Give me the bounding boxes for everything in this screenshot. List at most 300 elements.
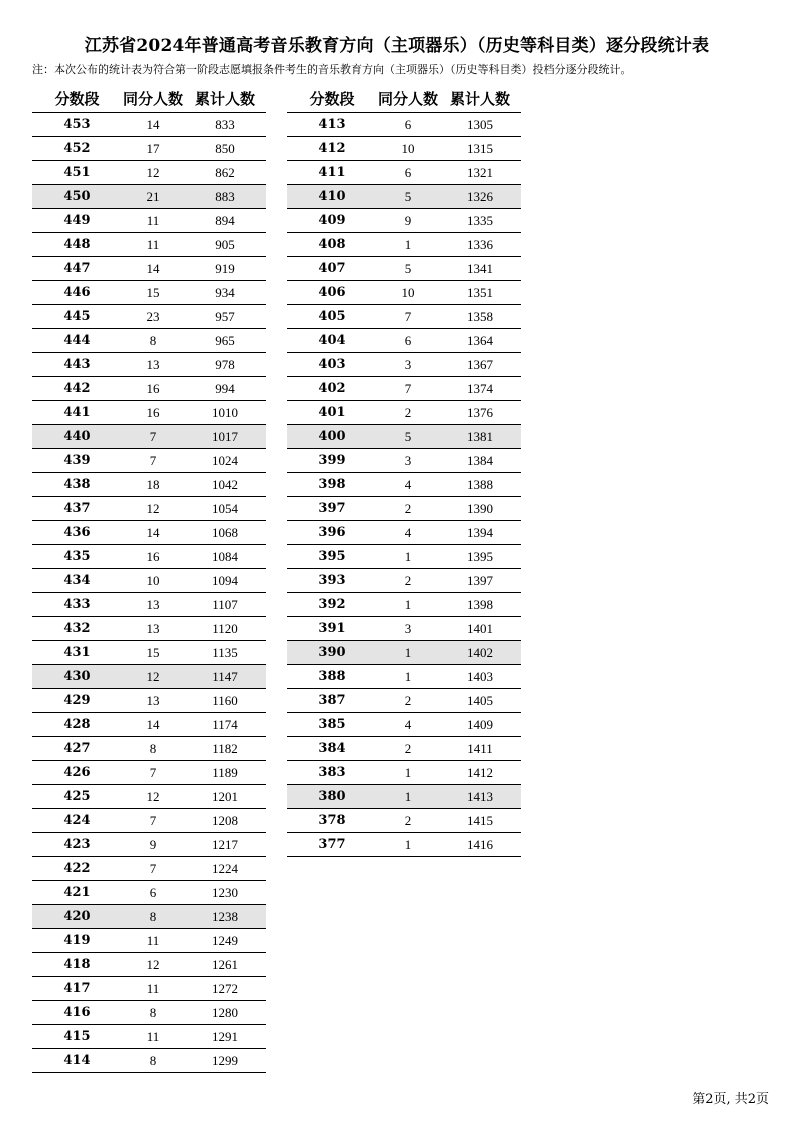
table-row [287, 136, 521, 160]
table-row [32, 640, 266, 664]
table-row [287, 760, 521, 784]
same-count-cell: 1 [404, 644, 412, 660]
cumulative-cell: 1010 [212, 404, 238, 420]
same-count-cell: 12 [146, 164, 160, 180]
cumulative-cell: 1230 [212, 884, 238, 900]
page-title: 江苏省2024年普通高考音乐教育方向（主项器乐）（历史等科目类）逐分段统计表 [84, 36, 710, 56]
table-row [32, 424, 266, 448]
cumulative-cell: 1189 [212, 764, 238, 780]
cumulative-cell: 1394 [467, 524, 493, 540]
cumulative-cell: 1395 [467, 548, 493, 564]
score-cell: 435 [63, 549, 91, 564]
table-row [287, 688, 521, 712]
page-number: 第2页, 共2页 [692, 1092, 769, 1107]
table-row [32, 208, 266, 232]
same-count-cell: 8 [149, 740, 157, 756]
same-count-cell: 2 [404, 740, 412, 756]
score-cell: 452 [63, 141, 91, 156]
same-count-cell: 14 [146, 260, 160, 276]
same-count-cell: 5 [404, 260, 412, 276]
score-cell: 447 [63, 261, 91, 276]
cumulative-cell: 1367 [467, 356, 493, 372]
table-row [287, 400, 521, 424]
same-count-cell: 13 [146, 356, 160, 372]
cumulative-cell: 1415 [467, 812, 493, 828]
cumulative-cell: 1291 [212, 1028, 238, 1044]
score-cell: 436 [63, 525, 91, 540]
cumulative-cell: 1412 [467, 764, 493, 780]
score-cell: 399 [318, 453, 346, 468]
same-count-cell: 7 [149, 452, 157, 468]
score-cell: 402 [318, 381, 346, 396]
score-cell: 387 [318, 693, 346, 708]
score-cell: 417 [63, 981, 91, 996]
score-cell: 407 [318, 261, 346, 276]
score-cell: 448 [63, 237, 91, 252]
same-count-cell: 1 [404, 764, 412, 780]
score-cell: 428 [63, 717, 91, 732]
table-row [287, 376, 521, 400]
score-cell: 404 [318, 333, 346, 348]
cumulative-cell: 1390 [467, 500, 493, 516]
score-cell: 421 [63, 885, 91, 900]
same-count-cell: 1 [404, 236, 412, 252]
same-count-cell: 8 [149, 1052, 157, 1068]
score-cell: 398 [318, 477, 346, 492]
cumulative-cell: 1358 [467, 308, 493, 324]
cumulative-cell: 883 [215, 188, 235, 204]
same-count-cell: 7 [404, 308, 412, 324]
cumulative-cell: 994 [215, 380, 235, 396]
score-cell: 403 [318, 357, 346, 372]
cumulative-cell: 1174 [212, 716, 238, 732]
table-body [287, 112, 521, 856]
cumulative-cell: 850 [215, 140, 235, 156]
score-cell: 437 [63, 501, 91, 516]
table-row [287, 544, 521, 568]
same-count-cell: 17 [146, 140, 160, 156]
header-score: 分数段 [309, 90, 355, 108]
table-row [287, 784, 521, 808]
cumulative-cell: 1042 [212, 476, 238, 492]
table-row [287, 304, 521, 328]
table-row [287, 328, 521, 352]
cumulative-cell: 1261 [212, 956, 238, 972]
cumulative-cell: 934 [215, 284, 235, 300]
cumulative-cell: 1409 [467, 716, 493, 732]
same-count-cell: 11 [146, 212, 160, 228]
same-count-cell: 7 [149, 428, 157, 444]
cumulative-cell: 1084 [212, 548, 238, 564]
cumulative-cell: 978 [215, 356, 235, 372]
same-count-cell: 1 [404, 668, 412, 684]
table-bottom-rule [287, 856, 521, 857]
table-row [287, 208, 521, 232]
table-row [287, 256, 521, 280]
table-row [32, 448, 266, 472]
table-row [32, 808, 266, 832]
same-count-cell: 1 [404, 548, 412, 564]
table-row [32, 904, 266, 928]
table-row [32, 112, 266, 136]
score-cell: 420 [63, 909, 91, 924]
same-count-cell: 7 [149, 764, 157, 780]
score-cell: 385 [318, 717, 346, 732]
same-count-cell: 12 [146, 500, 160, 516]
cumulative-cell: 1364 [467, 332, 493, 348]
same-count-cell: 4 [404, 476, 412, 492]
table-row [287, 808, 521, 832]
table-row [32, 136, 266, 160]
cumulative-cell: 1208 [212, 812, 238, 828]
table-row [32, 520, 266, 544]
score-cell: 427 [63, 741, 91, 756]
same-count-cell: 16 [146, 380, 160, 396]
same-count-cell: 6 [404, 164, 412, 180]
header-score: 分数段 [54, 90, 100, 108]
same-count-cell: 21 [146, 188, 160, 204]
score-cell: 422 [63, 861, 91, 876]
score-cell: 409 [318, 213, 346, 228]
cumulative-cell: 1054 [212, 500, 238, 516]
table-row [287, 520, 521, 544]
cumulative-cell: 1335 [467, 212, 493, 228]
cumulative-cell: 1068 [212, 524, 238, 540]
same-count-cell: 12 [146, 668, 160, 684]
cumulative-cell: 1416 [467, 836, 493, 852]
score-cell: 380 [318, 789, 346, 804]
score-cell: 400 [318, 429, 346, 444]
cumulative-cell: 1238 [212, 908, 238, 924]
cumulative-cell: 1388 [467, 476, 493, 492]
cumulative-cell: 1341 [467, 260, 493, 276]
table-row [32, 712, 266, 736]
same-count-cell: 8 [149, 332, 157, 348]
score-cell: 442 [63, 381, 91, 396]
table-row [287, 472, 521, 496]
table-row [32, 1048, 266, 1072]
same-count-cell: 2 [404, 500, 412, 516]
cumulative-cell: 1411 [467, 740, 493, 756]
score-cell: 434 [63, 573, 91, 588]
table-row [287, 712, 521, 736]
score-cell: 415 [63, 1029, 91, 1044]
same-count-cell: 11 [146, 932, 160, 948]
table-row [32, 928, 266, 952]
table-row [32, 688, 266, 712]
score-cell: 378 [318, 813, 346, 828]
cumulative-cell: 1305 [467, 116, 493, 132]
cumulative-cell: 1224 [212, 860, 238, 876]
table-row [32, 832, 266, 856]
same-count-cell: 14 [146, 524, 160, 540]
score-cell: 446 [63, 285, 91, 300]
table-row [287, 616, 521, 640]
same-count-cell: 15 [146, 284, 160, 300]
table-row [32, 400, 266, 424]
same-count-cell: 14 [146, 716, 160, 732]
cumulative-cell: 1094 [212, 572, 238, 588]
same-count-cell: 12 [146, 956, 160, 972]
score-cell: 419 [63, 933, 91, 948]
cumulative-cell: 1376 [467, 404, 493, 420]
cumulative-cell: 1403 [467, 668, 493, 684]
table-row [32, 256, 266, 280]
table-row [32, 472, 266, 496]
same-count-cell: 11 [146, 1028, 160, 1044]
same-count-cell: 2 [404, 812, 412, 828]
table-row [32, 736, 266, 760]
score-cell: 433 [63, 597, 91, 612]
score-cell: 383 [318, 765, 346, 780]
cumulative-cell: 1299 [212, 1052, 238, 1068]
table-row [32, 304, 266, 328]
same-count-cell: 8 [149, 1004, 157, 1020]
table-header [32, 85, 266, 112]
same-count-cell: 6 [404, 116, 412, 132]
table-row [32, 232, 266, 256]
table-row [32, 1024, 266, 1048]
score-table-left [32, 85, 266, 1073]
score-cell: 392 [318, 597, 346, 612]
cumulative-cell: 894 [215, 212, 235, 228]
score-table-right [287, 85, 521, 857]
score-cell: 451 [63, 165, 91, 180]
same-count-cell: 1 [404, 596, 412, 612]
table-row [287, 232, 521, 256]
cumulative-cell: 1351 [467, 284, 493, 300]
cumulative-cell: 1017 [212, 428, 238, 444]
cumulative-cell: 1182 [212, 740, 238, 756]
header-same-count: 同分人数 [377, 90, 438, 108]
table-row [287, 736, 521, 760]
same-count-cell: 12 [146, 788, 160, 804]
table-row [287, 352, 521, 376]
same-count-cell: 1 [404, 836, 412, 852]
same-count-cell: 13 [146, 596, 160, 612]
same-count-cell: 18 [146, 476, 160, 492]
same-count-cell: 10 [401, 284, 415, 300]
table-body [32, 112, 266, 1072]
same-count-cell: 13 [146, 620, 160, 636]
cumulative-cell: 862 [215, 164, 235, 180]
score-cell: 418 [63, 957, 91, 972]
score-cell: 384 [318, 741, 346, 756]
same-count-cell: 9 [149, 836, 157, 852]
cumulative-cell: 1397 [467, 572, 493, 588]
table-row [32, 976, 266, 1000]
table-row [287, 640, 521, 664]
table-row [32, 280, 266, 304]
table-row [287, 496, 521, 520]
cumulative-cell: 1315 [467, 140, 493, 156]
table-row [287, 592, 521, 616]
cumulative-cell: 1147 [212, 668, 238, 684]
score-cell: 443 [63, 357, 91, 372]
table-row [32, 880, 266, 904]
table-row [32, 160, 266, 184]
table-row [32, 664, 266, 688]
same-count-cell: 7 [149, 812, 157, 828]
same-count-cell: 2 [404, 692, 412, 708]
table-row [32, 760, 266, 784]
score-cell: 426 [63, 765, 91, 780]
same-count-cell: 7 [149, 860, 157, 876]
same-count-cell: 2 [404, 404, 412, 420]
same-count-cell: 5 [404, 188, 412, 204]
cumulative-cell: 965 [215, 332, 235, 348]
cumulative-cell: 1201 [212, 788, 238, 804]
cumulative-cell: 1398 [467, 596, 493, 612]
same-count-cell: 6 [404, 332, 412, 348]
same-count-cell: 14 [146, 116, 160, 132]
cumulative-cell: 1381 [467, 428, 493, 444]
same-count-cell: 16 [146, 404, 160, 420]
score-cell: 408 [318, 237, 346, 252]
table-row [32, 328, 266, 352]
score-cell: 406 [318, 285, 346, 300]
score-cell: 413 [318, 117, 346, 132]
cumulative-cell: 1107 [212, 596, 238, 612]
table-row [287, 832, 521, 856]
same-count-cell: 16 [146, 548, 160, 564]
table-row [32, 784, 266, 808]
score-cell: 429 [63, 693, 91, 708]
cumulative-cell: 1413 [467, 788, 493, 804]
same-count-cell: 1 [404, 788, 412, 804]
same-count-cell: 4 [404, 716, 412, 732]
same-count-cell: 3 [404, 620, 412, 636]
same-count-cell: 2 [404, 572, 412, 588]
score-cell: 412 [318, 141, 346, 156]
header-cumulative: 累计人数 [449, 90, 510, 108]
same-count-cell: 3 [404, 452, 412, 468]
table-row [32, 376, 266, 400]
score-cell: 396 [318, 525, 346, 540]
cumulative-cell: 833 [215, 116, 235, 132]
score-cell: 441 [63, 405, 91, 420]
cumulative-cell: 1336 [467, 236, 493, 252]
score-cell: 411 [318, 165, 346, 180]
cumulative-cell: 1217 [212, 836, 238, 852]
table-row [32, 184, 266, 208]
score-cell: 450 [63, 189, 91, 204]
cumulative-cell: 1326 [467, 188, 493, 204]
cumulative-cell: 1135 [212, 644, 238, 660]
score-cell: 449 [63, 213, 91, 228]
table-row [32, 496, 266, 520]
score-cell: 445 [63, 309, 91, 324]
same-count-cell: 10 [146, 572, 160, 588]
score-cell: 439 [63, 453, 91, 468]
table-row [32, 568, 266, 592]
cumulative-cell: 1405 [467, 692, 493, 708]
same-count-cell: 4 [404, 524, 412, 540]
table-row [287, 280, 521, 304]
same-count-cell: 9 [404, 212, 412, 228]
same-count-cell: 10 [401, 140, 415, 156]
score-cell: 405 [318, 309, 346, 324]
score-cell: 401 [318, 405, 346, 420]
cumulative-cell: 957 [215, 308, 235, 324]
same-count-cell: 7 [404, 380, 412, 396]
score-cell: 432 [63, 621, 91, 636]
cumulative-cell: 1402 [467, 644, 493, 660]
score-cell: 423 [63, 837, 91, 852]
score-cell: 416 [63, 1005, 91, 1020]
score-cell: 453 [63, 117, 91, 132]
score-cell: 440 [63, 429, 91, 444]
table-row [32, 616, 266, 640]
score-cell: 377 [318, 837, 346, 852]
same-count-cell: 13 [146, 692, 160, 708]
table-row [32, 352, 266, 376]
same-count-cell: 23 [146, 308, 160, 324]
same-count-cell: 5 [404, 428, 412, 444]
table-row [32, 592, 266, 616]
score-cell: 388 [318, 669, 346, 684]
same-count-cell: 8 [149, 908, 157, 924]
same-count-cell: 3 [404, 356, 412, 372]
cumulative-cell: 1401 [467, 620, 493, 636]
table-header [287, 85, 521, 112]
score-cell: 431 [63, 645, 91, 660]
cumulative-cell: 1024 [212, 452, 238, 468]
table-note: 注：本次公布的统计表为符合第一阶段志愿填报条件考生的音乐教育方向（主项器乐）（历史等科目类）投档分逐分段统计。 [32, 63, 632, 76]
cumulative-cell: 1249 [212, 932, 238, 948]
header-same-count: 同分人数 [122, 90, 183, 108]
score-cell: 390 [318, 645, 346, 660]
cumulative-cell: 905 [215, 236, 235, 252]
score-cell: 410 [318, 189, 346, 204]
score-cell: 424 [63, 813, 91, 828]
cumulative-cell: 1374 [467, 380, 493, 396]
cumulative-cell: 1120 [212, 620, 238, 636]
cumulative-cell: 1160 [212, 692, 238, 708]
score-cell: 393 [318, 573, 346, 588]
table-row [32, 856, 266, 880]
table-row [287, 184, 521, 208]
table-row [287, 112, 521, 136]
table-row [32, 544, 266, 568]
score-cell: 425 [63, 789, 91, 804]
same-count-cell: 11 [146, 980, 160, 996]
score-cell: 438 [63, 477, 91, 492]
cumulative-cell: 919 [215, 260, 235, 276]
table-bottom-rule [32, 1072, 266, 1073]
table-row [287, 664, 521, 688]
header-cumulative: 累计人数 [194, 90, 255, 108]
score-cell: 395 [318, 549, 346, 564]
score-cell: 391 [318, 621, 346, 636]
score-cell: 444 [63, 333, 91, 348]
cumulative-cell: 1321 [467, 164, 493, 180]
table-row [287, 568, 521, 592]
table-row [287, 448, 521, 472]
score-cell: 397 [318, 501, 346, 516]
same-count-cell: 6 [149, 884, 157, 900]
score-cell: 430 [63, 669, 91, 684]
score-cell: 414 [63, 1053, 91, 1068]
cumulative-cell: 1384 [467, 452, 493, 468]
same-count-cell: 11 [146, 236, 160, 252]
table-row [32, 952, 266, 976]
cumulative-cell: 1272 [212, 980, 238, 996]
table-row [287, 160, 521, 184]
table-row [287, 424, 521, 448]
cumulative-cell: 1280 [212, 1004, 238, 1020]
same-count-cell: 15 [146, 644, 160, 660]
